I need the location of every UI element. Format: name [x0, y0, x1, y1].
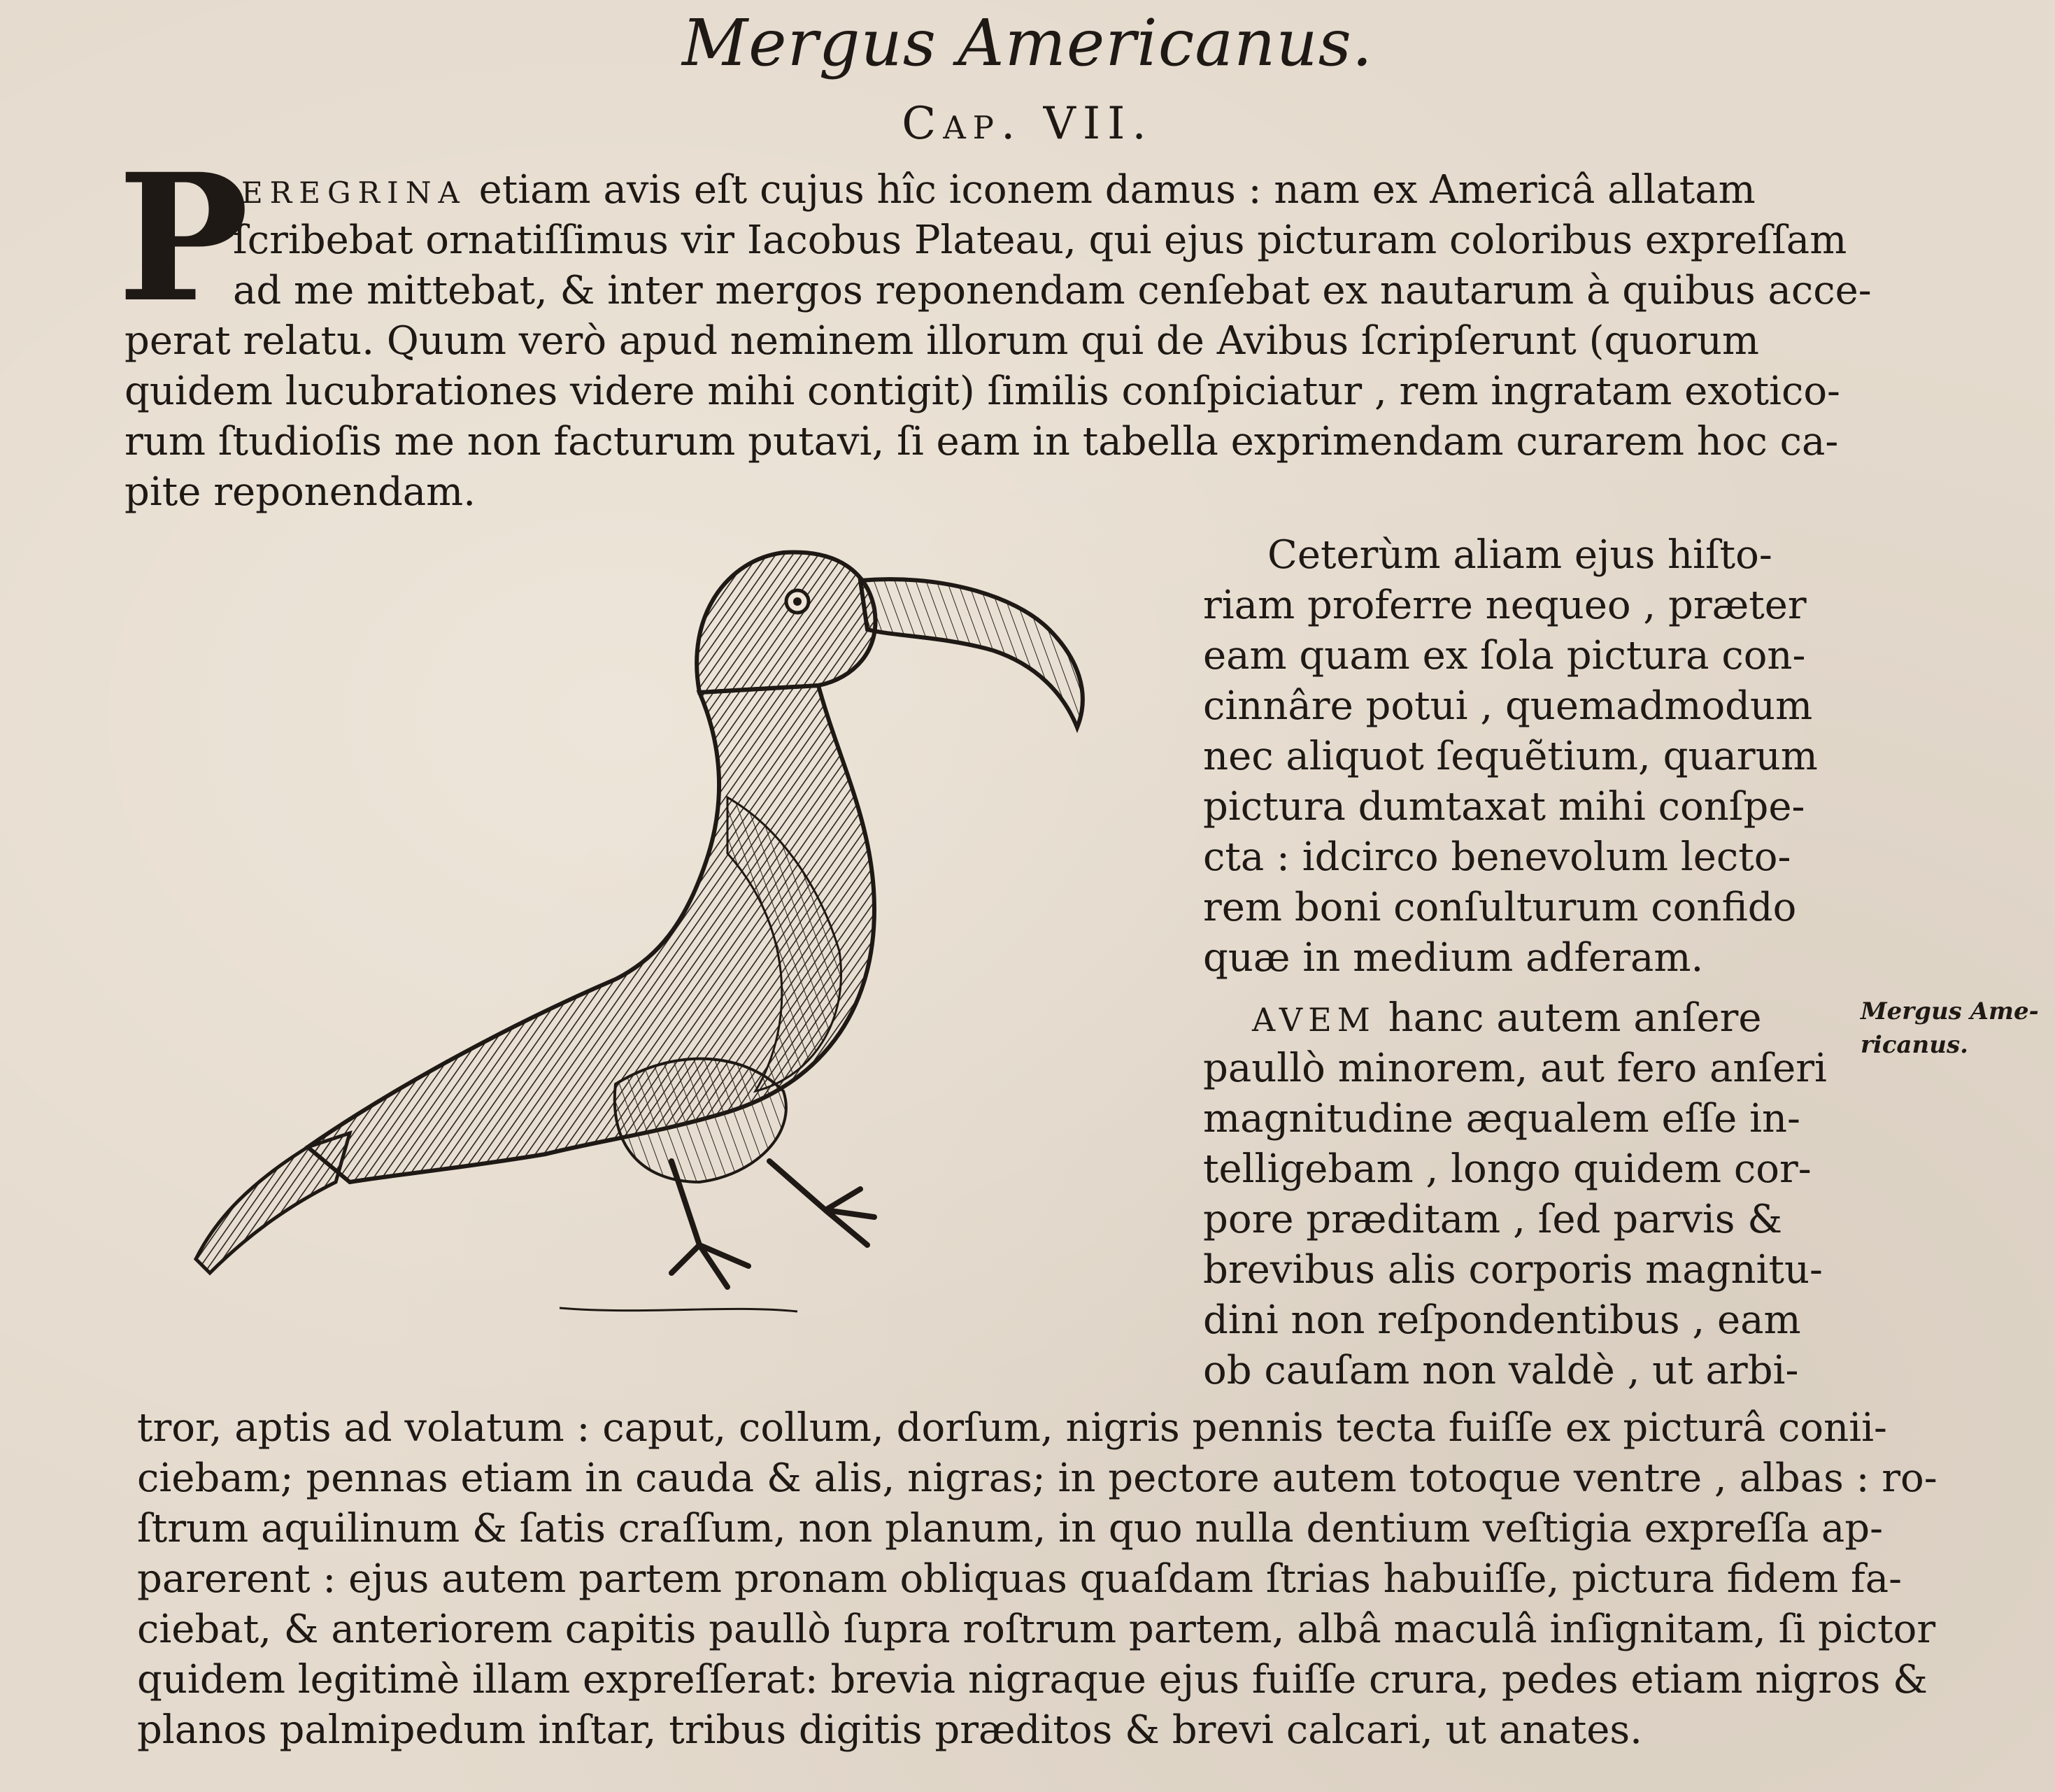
page-title: Mergus Americanus.: [681, 6, 1374, 80]
paragraph-3-line: ciebam; pennas etiam in cauda & alis, nigras; in pectore autem totoque ventre , albas : ro-: [137, 1456, 1937, 1501]
bird-woodcut-illustration: [168, 532, 1147, 1392]
paragraph-3-line: brevibus alis corporis magnitu-: [1203, 1247, 1823, 1293]
paragraph-2-line: Ceterùm aliam ejus hiſto-: [1267, 532, 1772, 578]
paragraph-3-line: magnitudine æqualem eſſe in-: [1203, 1096, 1800, 1142]
paragraph-3-line: paullò minorem, aut fero anſeri: [1203, 1046, 1827, 1091]
paragraph-2-line: cta : idcirco benevolum lecto-: [1203, 834, 1791, 880]
paragraph-1-line: rum ſtudioſis me non facturum putavi, ſi eam in tabella exprimendam curarem hoc ca-: [125, 419, 1839, 464]
paragraph-1-line: EREGRINA etiam avis eſt cujus hîc iconem damus : nam ex Americâ allatam: [241, 167, 1756, 213]
chapter-heading: Cap. VII.: [902, 98, 1153, 150]
paragraph-1-line: quidem lucubrationes videre mihi contigit) ſimilis conſpiciatur , rem ingratam exotico-: [125, 369, 1840, 414]
paragraph-1-line: perat relatu. Quum verò apud neminem illorum qui de Avibus ſcripſerunt (quorum: [125, 318, 1759, 364]
paragraph-2-line: pictura dumtaxat mihi conſpe-: [1203, 784, 1805, 830]
paragraph-2-line: cinnâre potui , quemadmodum: [1203, 683, 1813, 729]
paragraph-2-line: nec aliquot ſequẽtium, quarum: [1203, 734, 1818, 779]
paragraph-3-line: parerent : ejus autem partem pronam obliquas quaſdam ſtrias habuiſſe, pictura fidem fa-: [137, 1556, 1903, 1602]
paragraph-3-line: ſtrum aquilinum & ſatis craſſum, non planum, in quo nulla dentium veſtigia expreſſa ap-: [137, 1506, 1884, 1551]
paragraph-2-line: quæ in medium adferam.: [1203, 935, 1704, 981]
paragraph-3-line: tror, aptis ad volatum : caput, collum, dorſum, nigris pennis tecta fuiſſe ex picturâ conii-: [137, 1405, 1887, 1451]
paragraph-1-line: ſcribebat ornatiſſimus vir Iacobus Plateau, qui ejus picturam coloribus expreſſam: [233, 218, 1847, 263]
paragraph-2-line: riam proferre nequeo , præter: [1203, 583, 1807, 628]
paragraph-3-line: ob cauſam non valdè , ut arbi-: [1203, 1348, 1799, 1393]
paragraph-1-line: ad me mittebat, & inter mergos reponendam cenſebat ex nautarum à quibus acce-: [233, 268, 1872, 313]
paragraph-3-line: planos palmipedum inſtar, tribus digitis præditos & brevi calcari, ut anates.: [137, 1707, 1642, 1753]
margin-note: Mergus Ame- ricanus.: [1861, 997, 2039, 1059]
paragraph-3-line: pore præditam , ſed parvis &: [1203, 1197, 1783, 1242]
first-word: EREGRINA: [241, 176, 467, 210]
paragraph-3-line: dini non reſpondentibus , eam: [1203, 1297, 1801, 1343]
paragraph-2-line: eam quam ex ſola pictura con-: [1203, 633, 1806, 678]
paragraph-3-line: ciebat, & anteriorem capitis paullò ſupra roſtrum partem, albâ maculâ inſignitam, ſi pictor: [137, 1607, 1936, 1652]
drop-cap: P: [118, 135, 249, 341]
paragraph-3-line: telligebam , longo quidem cor-: [1203, 1146, 1812, 1192]
paragraph-3-line: quidem legitimè illam expreſſerat: brevia nigraque ejus fuiſſe crura, pedes etiam nigros &: [137, 1657, 1928, 1702]
paragraph-1-line: pite reponendam.: [125, 469, 476, 515]
paragraph-2-line: rem boni conſulturum confido: [1203, 885, 1797, 930]
paragraph-3-line: AVEM hanc autem anſere: [1252, 995, 1762, 1041]
paragraph-3-initial-word: AVEM: [1252, 1001, 1376, 1039]
